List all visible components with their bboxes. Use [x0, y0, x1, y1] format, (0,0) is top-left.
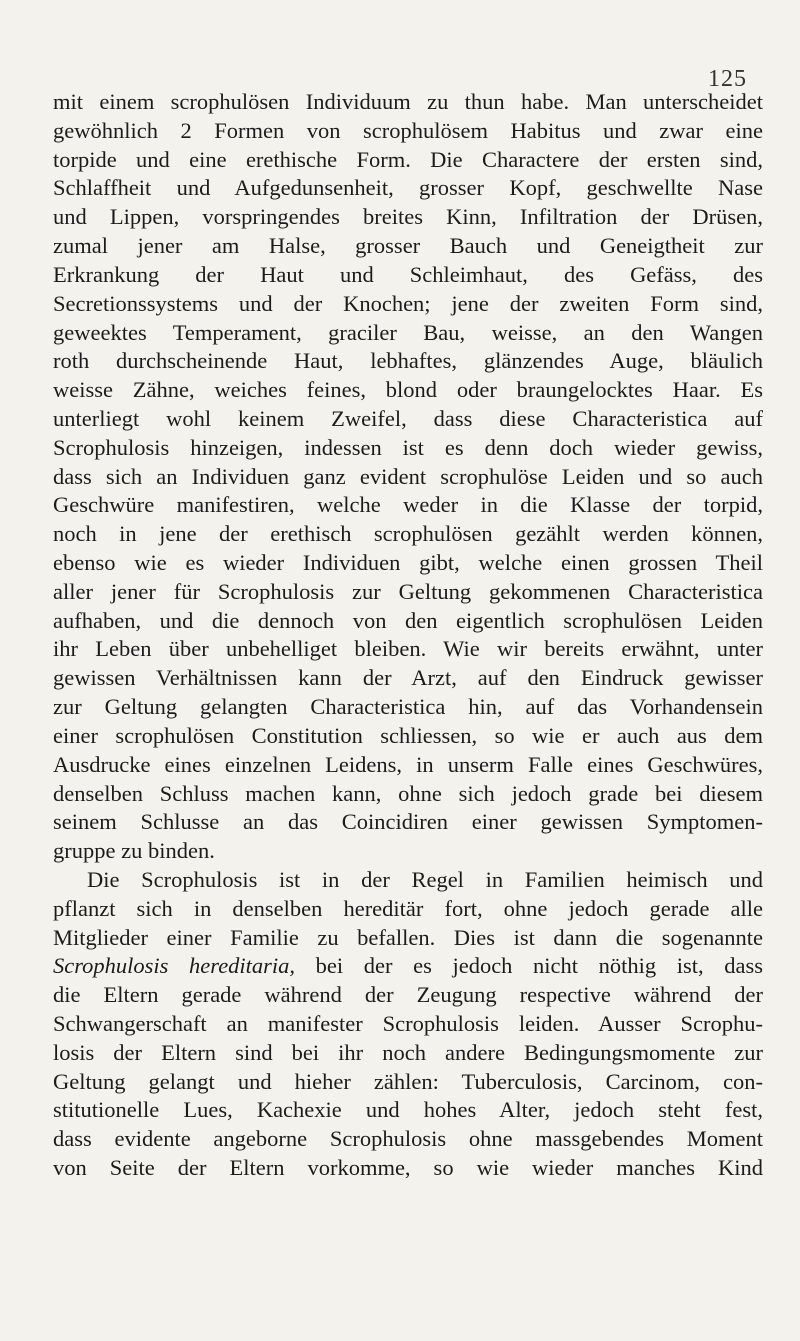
line-text: torpide und eine erethische Form. Die Charactere der ersten sind,: [53, 146, 763, 172]
line-text: ihr Leben über unbehelliget bleiben. Wie wir bereits erwähnt, unter: [53, 636, 763, 662]
text-line: [53, 981, 763, 1010]
line-text: Schwangerschaft an manifester Scrophulosis leiden. Ausser Scrophu-: [53, 1011, 763, 1036]
text-line: [53, 837, 763, 866]
text-line: [53, 895, 763, 924]
line-text: losis der Eltern sind bei ihr noch andere Bedingungsmomente zur: [53, 1039, 763, 1065]
line-text: Ausdrucke eines einzelnen Leidens, in unserm Falle eines Geschwüres,: [53, 751, 763, 777]
text-line: [53, 866, 763, 895]
line-text: pflanzt sich in denselben hereditär fort, ohne jedoch gerade alle: [53, 895, 763, 921]
line-text: und Lippen, vorspringendes breites Kinn, Infiltration der Drüsen,: [53, 204, 763, 230]
text-line: [53, 146, 763, 175]
page-number: 125: [708, 66, 747, 92]
text-line: [53, 290, 763, 319]
text-line: [53, 434, 763, 463]
line-text: geweektes Temperament, graciler Bau, weisse, an den Wangen: [53, 319, 763, 345]
line-text: Erkrankung der Haut und Schleimhaut, des Gefäss, des: [53, 261, 763, 287]
text-line: [53, 1068, 763, 1097]
line-text: zumal jener am Halse, grosser Bauch und Geneigtheit zur: [53, 233, 763, 259]
text-line: [53, 693, 763, 722]
text-line: [53, 1010, 763, 1039]
line-text: gruppe zu binden.: [53, 838, 215, 864]
line-text: Mitglieder einer Familie zu befallen. Dies ist dann die sogenannte: [53, 924, 763, 950]
text-line: [53, 664, 763, 693]
line-text: bei der es jedoch nicht nöthig ist, dass: [295, 953, 763, 979]
line-text: stitutionelle Lues, Kachexie und hohes Alter, jedoch steht fest,: [53, 1097, 763, 1123]
text-line: [53, 203, 763, 232]
line-text: Scrophulosis hinzeigen, indessen ist es denn doch wieder gewiss,: [53, 434, 763, 460]
line-text: weisse Zähne, weiches feines, blond oder braungelocktes Haar. Es: [53, 377, 763, 403]
line-text: Schlaffheit und Aufgedunsenheit, grosser Kopf, geschwellte Nase: [53, 175, 763, 201]
line-text: gewöhnlich 2 Formen von scrophulösem Habitus und zwar eine: [53, 117, 763, 143]
text-line: [53, 174, 763, 203]
line-text: einer scrophulösen Constitution schliessen, so wie er auch aus dem: [53, 722, 763, 748]
text-line: [53, 635, 763, 664]
line-text: mit einem scrophulösen Individuum zu thun habe. Man unterscheidet: [53, 89, 763, 114]
line-text: unterliegt wohl keinem Zweifel, dass diese Characteristica auf: [53, 405, 763, 431]
text-line: [53, 1039, 763, 1068]
text-line: [53, 88, 763, 117]
line-text: roth durchscheinende Haut, lebhaftes, glänzendes Auge, bläulich: [53, 348, 763, 374]
text-line: [53, 1096, 763, 1125]
text-line: [53, 232, 763, 261]
text-line: [53, 1125, 763, 1154]
text-line: [53, 117, 763, 146]
text-line: [53, 1154, 763, 1183]
paragraph: [53, 866, 763, 1183]
line-text: die Eltern gerade während der Zeugung respective während der: [53, 982, 763, 1008]
text-line: [53, 722, 763, 751]
text-line: [53, 405, 763, 434]
text-line: [53, 808, 763, 837]
line-text: aufhaben, und die dennoch von den eigentlich scrophulösen Leiden: [53, 607, 763, 633]
line-text: ebenso wie es wieder Individuen gibt, welche einen grossen Theil: [53, 550, 763, 575]
line-text: seinem Schlusse an das Coincidiren einer gewissen Symptomen-: [53, 809, 763, 835]
line-text: denselben Schluss machen kann, ohne sich jedoch grade bei diesem: [53, 780, 763, 806]
text-line: [53, 751, 763, 780]
text-line: [53, 578, 763, 607]
line-text: Secretionssystems und der Knochen; jene der zweiten Form sind,: [53, 290, 763, 316]
line-text: dass sich an Individuen ganz evident scrophulöse Leiden und so auch: [53, 463, 763, 489]
text-line: [53, 347, 763, 376]
line-text: von Seite der Eltern vorkomme, so wie wieder manches Kind: [53, 1155, 763, 1181]
italic-term: Scrophulosis hereditaria,: [53, 953, 296, 979]
text-line: [53, 924, 763, 953]
line-text: Geltung gelangt und hieher zählen: Tuberculosis, Carcinom, con-: [53, 1068, 763, 1094]
text-line: [53, 491, 763, 520]
line-text: gewissen Verhältnissen kann der Arzt, auf den Eindruck gewisser: [53, 665, 763, 691]
text-line: [53, 549, 763, 578]
body-text: [53, 88, 763, 1183]
line-text: zur Geltung gelangten Characteristica hin, auf das Vorhandensein: [53, 694, 763, 720]
line-text: noch in jene der erethisch scrophulösen gezählt werden können,: [53, 521, 763, 547]
text-line: [53, 520, 763, 549]
text-line: [53, 780, 763, 809]
line-text: dass evidente angeborne Scrophulosis ohne massgebendes Moment: [53, 1126, 763, 1152]
text-line: [53, 607, 763, 636]
text-line: [53, 261, 763, 290]
text-line: [53, 952, 763, 981]
line-text: Geschwüre manifestiren, welche weder in die Klasse der torpid,: [53, 492, 763, 518]
line-text: aller jener für Scrophulosis zur Geltung gekommenen Characteristica: [53, 578, 763, 604]
text-line: [53, 463, 763, 492]
paragraph: [53, 88, 763, 866]
line-text: Die Scrophulosis ist in der Regel in Familien heimisch und: [87, 866, 763, 892]
text-line: [53, 319, 763, 348]
text-line: [53, 376, 763, 405]
